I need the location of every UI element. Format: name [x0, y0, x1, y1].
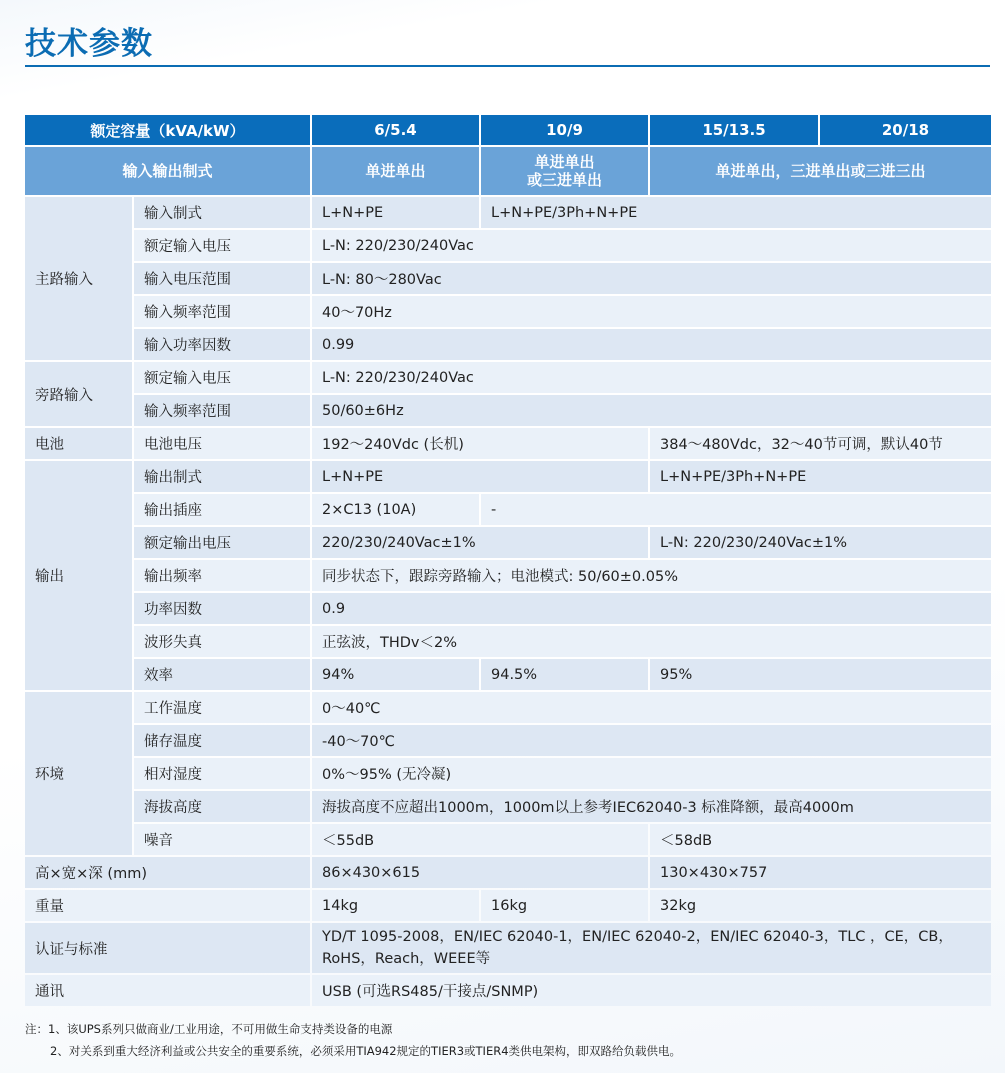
model-10: 10/9: [481, 115, 648, 145]
io-10: [481, 147, 648, 195]
cell-value: 95%: [650, 659, 991, 690]
table-row: [25, 975, 991, 1006]
cell-value: 同步状态下，跟踪旁路输入；电池模式: 50/60±0.05%: [312, 560, 991, 591]
cell-value: -40～70℃: [312, 725, 991, 756]
page-title: 技术参数: [25, 26, 153, 62]
cell-value: 32kg: [650, 890, 991, 921]
group-main-input: 主路输入: [25, 197, 132, 360]
table-row: [25, 428, 991, 459]
cell-value: 384～480Vdc，32～40节可调，默认40节: [650, 428, 991, 459]
table-row: [25, 824, 991, 855]
row-label: 输入频率范围: [134, 296, 310, 327]
capacity-label: 额定容量（kVA/kW）: [25, 115, 310, 145]
cell-value: L-N: 220/230/240Vac: [312, 362, 991, 393]
io-6: 单进单出: [312, 147, 479, 195]
row-label: 海拔高度: [134, 791, 310, 822]
header-row-io: [25, 147, 991, 195]
row-label: 认证与标准: [25, 923, 310, 973]
row-label: 功率因数: [134, 593, 310, 624]
row-label: 相对湿度: [134, 758, 310, 789]
model-6: 6/5.4: [312, 115, 479, 145]
cell-value: 86×430×615: [312, 857, 648, 888]
cell-value: L+N+PE: [312, 197, 479, 228]
table-row: [25, 329, 991, 360]
row-label: 额定输出电压: [134, 527, 310, 558]
table-row: [25, 593, 991, 624]
table-row: [25, 461, 991, 492]
row-label: 额定输入电压: [134, 362, 310, 393]
table-row: [25, 560, 991, 591]
table-row: [25, 857, 991, 888]
table-row: [25, 758, 991, 789]
note-1: 注：1、该UPS系列只做商业/工业用途，不可用做生命支持类设备的电源: [25, 1022, 393, 1036]
row-label: 输入电压范围: [134, 263, 310, 294]
cell-value: 94%: [312, 659, 479, 690]
table-row: [25, 230, 991, 261]
row-label: 噪音: [134, 824, 310, 855]
table-row: [25, 659, 991, 690]
note-2: 2、对关系到重大经济利益或公共安全的重要系统，必须采用TIA942规定的TIER3或TIER4类供电架构，即双路给负载供电。: [50, 1044, 682, 1058]
cell-value: 220/230/240Vac±1%: [312, 527, 648, 558]
row-label: 输出插座: [134, 494, 310, 525]
cell-value: 50/60±6Hz: [312, 395, 991, 426]
table-row: [25, 923, 991, 973]
cell-value: 正弦波，THDv＜2%: [312, 626, 991, 657]
row-label: 高×宽×深 (mm): [25, 857, 310, 888]
io-15-20: 单进单出，三进单出或三进三出: [650, 147, 991, 195]
model-20: 20/18: [820, 115, 991, 145]
io-10-line2: 或三进单出: [526, 171, 602, 189]
header-row-capacity: [25, 115, 991, 145]
table-row: [25, 626, 991, 657]
io-label: 输入输出制式: [25, 147, 310, 195]
cell-value: USB (可选RS485/干接点/SNMP): [312, 975, 991, 1006]
table-row: [25, 890, 991, 921]
cell-value: 海拔高度不应超出1000m，1000m以上参考IEC62040-3 标准降额，最高4000m: [312, 791, 991, 822]
cell-value: 40～70Hz: [312, 296, 991, 327]
cell-value: 2×C13 (10A): [312, 494, 479, 525]
cell-value: L+N+PE/3Ph+N+PE: [650, 461, 991, 492]
cell-value: L+N+PE/3Ph+N+PE: [481, 197, 991, 228]
cell-value: 0～40℃: [312, 692, 991, 723]
row-label: 输出频率: [134, 560, 310, 591]
row-label: 额定输入电压: [134, 230, 310, 261]
spec-table: [23, 113, 993, 1008]
row-label: 储存温度: [134, 725, 310, 756]
cell-value: YD/T 1095-2008，EN/IEC 62040-1，EN/IEC 62040-2，EN/IEC 62040-3，TLC ，CE，CB，RoHS，Reach，WEEE等: [312, 923, 991, 973]
cell-value: ＜58dB: [650, 824, 991, 855]
table-row: [25, 791, 991, 822]
group-environment: 环境: [25, 692, 132, 855]
model-15: 15/13.5: [650, 115, 818, 145]
table-row: [25, 362, 991, 393]
group-bypass-input: 旁路输入: [25, 362, 132, 426]
cell-value: ＜55dB: [312, 824, 648, 855]
table-row: [25, 296, 991, 327]
row-label: 输入功率因数: [134, 329, 310, 360]
cell-value: L-N: 220/230/240Vac: [312, 230, 991, 261]
table-row: [25, 197, 991, 228]
group-battery: 电池: [25, 428, 132, 459]
cell-value: -: [481, 494, 991, 525]
cell-value: 130×430×757: [650, 857, 991, 888]
row-label: 重量: [25, 890, 310, 921]
table-row: [25, 725, 991, 756]
table-row: [25, 527, 991, 558]
cell-value: 0.9: [312, 593, 991, 624]
footnotes: [25, 1018, 681, 1062]
cell-value: 14kg: [312, 890, 479, 921]
row-label: 电池电压: [134, 428, 310, 459]
title-divider: [25, 65, 990, 67]
cell-value: 94.5%: [481, 659, 648, 690]
cell-value: L-N: 220/230/240Vac±1%: [650, 527, 991, 558]
group-output: 输出: [25, 461, 132, 690]
row-label: 输入制式: [134, 197, 310, 228]
cell-value: 192～240Vdc (长机): [312, 428, 648, 459]
cell-value: L+N+PE: [312, 461, 648, 492]
row-label: 波形失真: [134, 626, 310, 657]
table-row: [25, 263, 991, 294]
row-label: 效率: [134, 659, 310, 690]
cell-value: L-N: 80～280Vac: [312, 263, 991, 294]
cell-value: 0.99: [312, 329, 991, 360]
table-row: [25, 395, 991, 426]
cell-value: 0%～95% (无冷凝): [312, 758, 991, 789]
row-label: 输出制式: [134, 461, 310, 492]
table-row: [25, 692, 991, 723]
row-label: 通讯: [25, 975, 310, 1006]
row-label: 输入频率范围: [134, 395, 310, 426]
io-10-line1: 单进单出: [534, 153, 595, 171]
cell-value: 16kg: [481, 890, 648, 921]
row-label: 工作温度: [134, 692, 310, 723]
table-row: [25, 494, 991, 525]
